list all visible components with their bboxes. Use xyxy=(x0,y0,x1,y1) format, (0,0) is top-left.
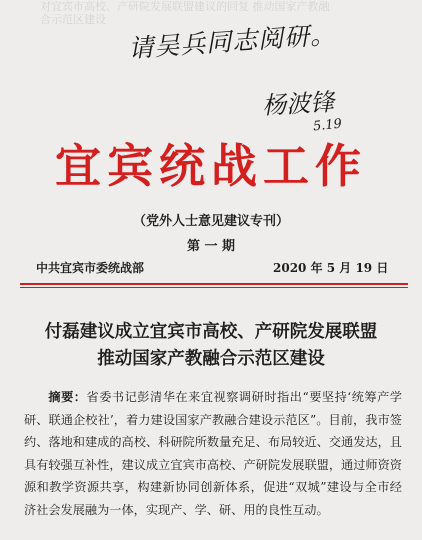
masthead-title: 宜宾统战工作 xyxy=(55,139,367,193)
header-divider-thin xyxy=(20,287,408,288)
article-headline-line2: 推动国家产教融合示范区建设 xyxy=(97,349,325,369)
handwritten-date: 5.19 xyxy=(312,116,343,135)
article-headline-line1: 付磊建议成立宜宾市高校、产研院发展联盟 xyxy=(44,322,378,342)
article-abstract xyxy=(24,386,402,521)
header-divider xyxy=(20,283,408,285)
issue-date: 2020 年 5 月 19 日 xyxy=(273,261,389,275)
abstract-label: 摘要： xyxy=(48,390,87,404)
issue-number: 第 一 期 xyxy=(186,239,236,254)
masthead-subtitle: （党外人士意见建议专刊） xyxy=(132,214,289,229)
abstract-text: 省委书记彭清华在来宜视察调研时指出“要坚持‘统筹产学研、联通企校社’，着力建设国家产教融合建设示范区”。目前，我市签约、落地和建成的高校、科研院所数量充足、布局较近、交通发达，且具有较强互补性，建议成立宜宾市高校、产研院发展联盟，通过师资资源和教学资源共享，构建新协同创新体系，促进“双城”建设与全市经济社会发展融为一体，实现产、学、研、用的良性互动。 xyxy=(24,390,402,517)
handwritten-instruction: 请吴兵同志阅研。 xyxy=(127,19,337,64)
handwritten-signature: 杨波锋 xyxy=(261,88,335,120)
issuing-organization: 中共宜宾市委统战部 xyxy=(36,261,145,275)
bleed-through-text: 对宜宾市高校、产研院发展联盟建议的回复 推动国家产教融合示范区建设 xyxy=(40,0,330,26)
